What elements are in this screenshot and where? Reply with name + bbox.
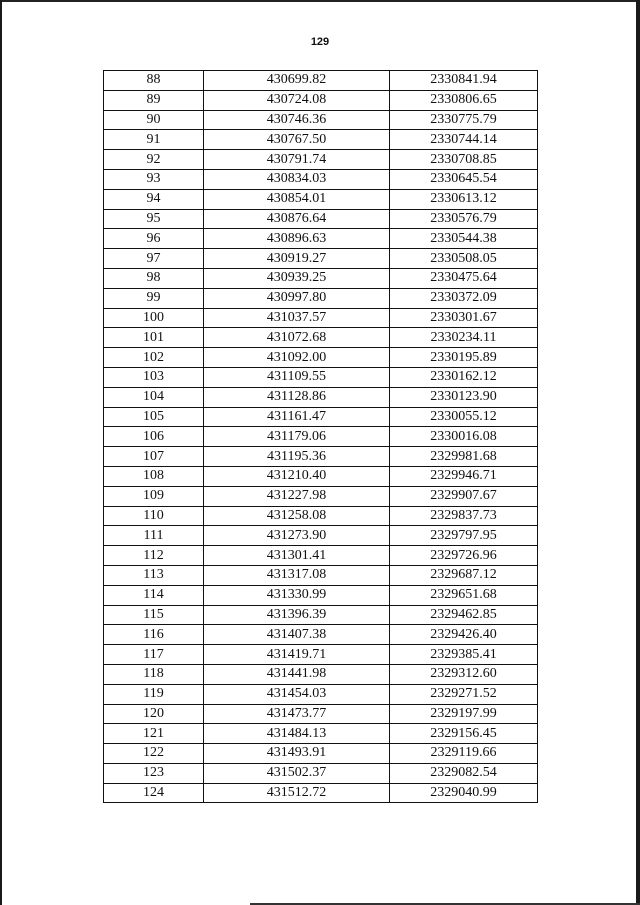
y-coordinate-cell: 2330841.94: [390, 71, 538, 91]
y-coordinate-cell: 2330544.38: [390, 229, 538, 249]
table-row: [104, 268, 538, 288]
y-coordinate-cell: 2329797.95: [390, 526, 538, 546]
x-coordinate-cell: 430854.01: [204, 189, 390, 209]
table-row: [104, 110, 538, 130]
point-number-cell: 88: [104, 71, 204, 91]
x-coordinate-cell: 431396.39: [204, 605, 390, 625]
point-number-cell: 106: [104, 427, 204, 447]
table-row: [104, 744, 538, 764]
point-number-cell: 89: [104, 90, 204, 110]
x-coordinate-cell: 431109.55: [204, 367, 390, 387]
point-number-cell: 124: [104, 783, 204, 803]
y-coordinate-cell: 2329651.68: [390, 585, 538, 605]
y-coordinate-cell: 2330775.79: [390, 110, 538, 130]
y-coordinate-cell: 2330195.89: [390, 348, 538, 368]
y-coordinate-cell: 2329156.45: [390, 724, 538, 744]
point-number-cell: 94: [104, 189, 204, 209]
y-coordinate-cell: 2330708.85: [390, 150, 538, 170]
point-number-cell: 92: [104, 150, 204, 170]
y-coordinate-cell: 2330475.64: [390, 268, 538, 288]
scan-edge-top: [0, 0, 640, 2]
y-coordinate-cell: 2329426.40: [390, 625, 538, 645]
page-number: 129: [310, 36, 330, 48]
x-coordinate-cell: 431441.98: [204, 664, 390, 684]
x-coordinate-cell: 430876.64: [204, 209, 390, 229]
point-number-cell: 93: [104, 169, 204, 189]
table-row: [104, 308, 538, 328]
point-number-cell: 107: [104, 447, 204, 467]
table-row: [104, 209, 538, 229]
y-coordinate-cell: 2330744.14: [390, 130, 538, 150]
point-number-cell: 116: [104, 625, 204, 645]
y-coordinate-cell: 2329271.52: [390, 684, 538, 704]
x-coordinate-cell: 431407.38: [204, 625, 390, 645]
y-coordinate-cell: 2329907.67: [390, 486, 538, 506]
point-number-cell: 111: [104, 526, 204, 546]
point-number-cell: 101: [104, 328, 204, 348]
table-row: [104, 447, 538, 467]
point-number-cell: 118: [104, 664, 204, 684]
x-coordinate-cell: 431512.72: [204, 783, 390, 803]
x-coordinate-cell: 431195.36: [204, 447, 390, 467]
point-number-cell: 108: [104, 466, 204, 486]
table-row: [104, 724, 538, 744]
table-row: [104, 407, 538, 427]
coordinate-table-body: [104, 71, 538, 803]
x-coordinate-cell: 431330.99: [204, 585, 390, 605]
x-coordinate-cell: 431484.13: [204, 724, 390, 744]
point-number-cell: 98: [104, 268, 204, 288]
point-number-cell: 112: [104, 546, 204, 566]
y-coordinate-cell: 2330055.12: [390, 407, 538, 427]
scan-edge-left: [0, 0, 2, 905]
y-coordinate-cell: 2329040.99: [390, 783, 538, 803]
point-number-cell: 105: [104, 407, 204, 427]
x-coordinate-cell: 431301.41: [204, 546, 390, 566]
point-number-cell: 96: [104, 229, 204, 249]
table-row: [104, 684, 538, 704]
y-coordinate-cell: 2329312.60: [390, 664, 538, 684]
point-number-cell: 97: [104, 249, 204, 269]
point-number-cell: 95: [104, 209, 204, 229]
x-coordinate-cell: 430724.08: [204, 90, 390, 110]
table-row: [104, 763, 538, 783]
y-coordinate-cell: 2330123.90: [390, 387, 538, 407]
y-coordinate-cell: 2329946.71: [390, 466, 538, 486]
table-row: [104, 90, 538, 110]
y-coordinate-cell: 2330016.08: [390, 427, 538, 447]
table-row: [104, 249, 538, 269]
point-number-cell: 122: [104, 744, 204, 764]
point-number-cell: 99: [104, 288, 204, 308]
y-coordinate-cell: 2330645.54: [390, 169, 538, 189]
y-coordinate-cell: 2330576.79: [390, 209, 538, 229]
x-coordinate-cell: 431473.77: [204, 704, 390, 724]
table-row: [104, 427, 538, 447]
y-coordinate-cell: 2330806.65: [390, 90, 538, 110]
point-number-cell: 119: [104, 684, 204, 704]
y-coordinate-cell: 2329981.68: [390, 447, 538, 467]
point-number-cell: 110: [104, 506, 204, 526]
table-row: [104, 466, 538, 486]
y-coordinate-cell: 2329687.12: [390, 565, 538, 585]
y-coordinate-cell: 2329837.73: [390, 506, 538, 526]
table-row: [104, 526, 538, 546]
y-coordinate-cell: 2330301.67: [390, 308, 538, 328]
point-number-cell: 104: [104, 387, 204, 407]
x-coordinate-cell: 430791.74: [204, 150, 390, 170]
x-coordinate-cell: 430746.36: [204, 110, 390, 130]
y-coordinate-cell: 2330234.11: [390, 328, 538, 348]
x-coordinate-cell: 431493.91: [204, 744, 390, 764]
table-row: [104, 348, 538, 368]
y-coordinate-cell: 2329119.66: [390, 744, 538, 764]
y-coordinate-cell: 2329082.54: [390, 763, 538, 783]
table-row: [104, 229, 538, 249]
table-row: [104, 605, 538, 625]
x-coordinate-cell: 430896.63: [204, 229, 390, 249]
point-number-cell: 123: [104, 763, 204, 783]
x-coordinate-cell: 430767.50: [204, 130, 390, 150]
point-number-cell: 102: [104, 348, 204, 368]
table-row: [104, 486, 538, 506]
x-coordinate-cell: 431227.98: [204, 486, 390, 506]
table-row: [104, 189, 538, 209]
x-coordinate-cell: 431179.06: [204, 427, 390, 447]
y-coordinate-cell: 2329197.99: [390, 704, 538, 724]
x-coordinate-cell: 430699.82: [204, 71, 390, 91]
table-row: [104, 169, 538, 189]
table-row: [104, 130, 538, 150]
x-coordinate-cell: 431210.40: [204, 466, 390, 486]
y-coordinate-cell: 2330613.12: [390, 189, 538, 209]
x-coordinate-cell: 431419.71: [204, 645, 390, 665]
x-coordinate-cell: 431502.37: [204, 763, 390, 783]
x-coordinate-cell: 431273.90: [204, 526, 390, 546]
point-number-cell: 114: [104, 585, 204, 605]
x-coordinate-cell: 431454.03: [204, 684, 390, 704]
y-coordinate-cell: 2330372.09: [390, 288, 538, 308]
point-number-cell: 90: [104, 110, 204, 130]
x-coordinate-cell: 430919.27: [204, 249, 390, 269]
table-row: [104, 546, 538, 566]
table-row: [104, 328, 538, 348]
table-row: [104, 704, 538, 724]
table-row: [104, 783, 538, 803]
point-number-cell: 117: [104, 645, 204, 665]
x-coordinate-cell: 430834.03: [204, 169, 390, 189]
point-number-cell: 109: [104, 486, 204, 506]
point-number-cell: 103: [104, 367, 204, 387]
x-coordinate-cell: 431317.08: [204, 565, 390, 585]
table-row: [104, 625, 538, 645]
y-coordinate-cell: 2329385.41: [390, 645, 538, 665]
x-coordinate-cell: 431161.47: [204, 407, 390, 427]
point-number-cell: 100: [104, 308, 204, 328]
table-row: [104, 288, 538, 308]
x-coordinate-cell: 431092.00: [204, 348, 390, 368]
point-number-cell: 120: [104, 704, 204, 724]
table-row: [104, 664, 538, 684]
table-row: [104, 71, 538, 91]
x-coordinate-cell: 431128.86: [204, 387, 390, 407]
x-coordinate-cell: 430939.25: [204, 268, 390, 288]
x-coordinate-cell: 431037.57: [204, 308, 390, 328]
table-row: [104, 585, 538, 605]
point-number-cell: 91: [104, 130, 204, 150]
y-coordinate-cell: 2330162.12: [390, 367, 538, 387]
table-row: [104, 387, 538, 407]
point-number-cell: 113: [104, 565, 204, 585]
x-coordinate-cell: 431072.68: [204, 328, 390, 348]
x-coordinate-cell: 430997.80: [204, 288, 390, 308]
table-row: [104, 367, 538, 387]
coordinate-table: [103, 70, 538, 803]
x-coordinate-cell: 431258.08: [204, 506, 390, 526]
y-coordinate-cell: 2330508.05: [390, 249, 538, 269]
point-number-cell: 121: [104, 724, 204, 744]
point-number-cell: 115: [104, 605, 204, 625]
table-row: [104, 506, 538, 526]
y-coordinate-cell: 2329726.96: [390, 546, 538, 566]
table-row: [104, 150, 538, 170]
table-row: [104, 645, 538, 665]
scan-edge-right: [636, 0, 640, 905]
y-coordinate-cell: 2329462.85: [390, 605, 538, 625]
table-row: [104, 565, 538, 585]
